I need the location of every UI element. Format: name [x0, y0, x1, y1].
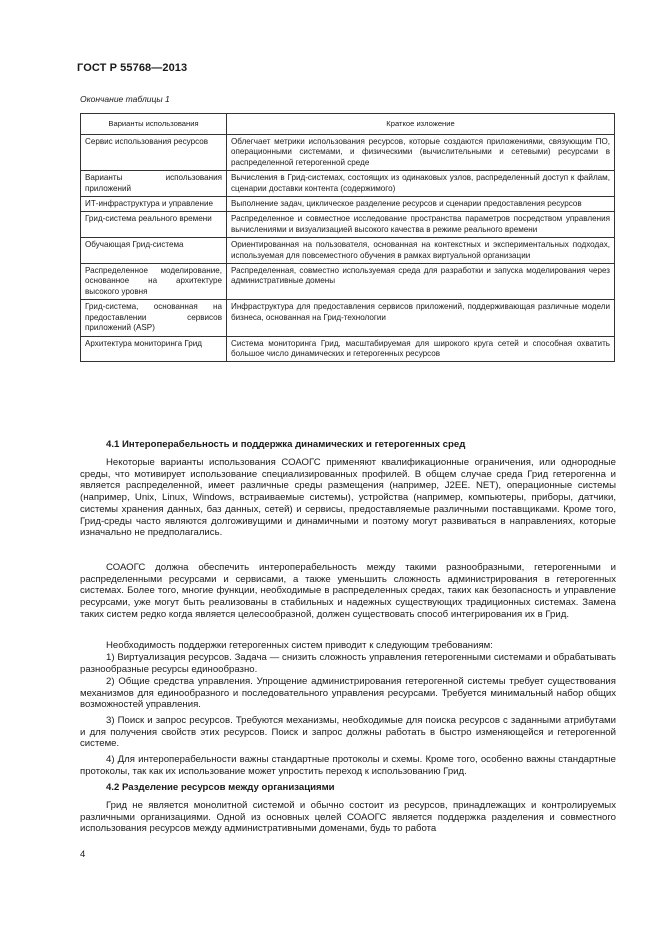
list-item: 1) Виртуализация ресурсов. Задача — снизить сложность управления гетерогенными системами и обрабатывать разнообразные ресурсы единообразно. [80, 652, 616, 675]
use-case-cell: Архитектура мониторинга Грид [81, 336, 227, 362]
table-row [81, 300, 615, 336]
use-case-cell: Сервис использования ресурсов [81, 135, 227, 171]
summary-cell: Распределенное и совместное исследование пространства параметров посредством управления вычислениями и визуализацией высокого качества в режиме реального времени [227, 212, 615, 238]
list-item: 3) Поиск и запрос ресурсов. Требуются механизмы, необходимые для поиска ресурсов с заданными атрибутами и для получения свойств этих ресурсов. Поиск и запрос должны работать в быстро изменяющейся и гетерогенной системе. [80, 715, 616, 750]
table-row [81, 197, 615, 212]
use-case-cell: Грид-система реального времени [81, 212, 227, 238]
list-item: 4) Для интероперабельности важны стандартные протоколы и схемы. Кроме того, особенно важны стандартные протоколы, так как их использование может упростить переход к использованию Грид. [80, 754, 616, 777]
page-number: 4 [80, 849, 86, 860]
use-case-cell: Обучающая Грид-система [81, 238, 227, 264]
use-case-cell: Грид-система, основанная на предоставлении сервисов приложений (ASP) [81, 300, 227, 336]
document-code: ГОСТ Р 55768—2013 [77, 62, 188, 74]
column-header: Варианты использования [81, 114, 227, 135]
table-row [81, 336, 615, 362]
use-case-cell: Варианты использования приложений [81, 171, 227, 197]
summary-cell: Инфраструктура для предоставления сервисов приложений, поддерживающая различные модели бизнеса, основанная на Грид-технологии [227, 300, 615, 336]
table-row [81, 212, 615, 238]
section-heading-4-2: 4.2 Разделение ресурсов между организациями [106, 782, 335, 793]
table-row [81, 238, 615, 264]
paragraph: Некоторые варианты использования СОАОГС применяют квалификационные ограничения, или однородные среды, что мотивирует использование специализированных профилей. В общем случае среда Грид гетерогенна и является распределенной, имеет различные среды размещения (например, J2EE. NET), операционные системы (например, Unix, Linux, Windows, встраиваемые системы), устройства (например, компьютеры, приборы, датчики, системы хранения данных, баз данных, сетей) и сервисы, предоставляемые различными поставщиками. Кроме того, Грид-среды часто являются долгоживущими и динамичными и поэтому могут развиваться в направлениях, которые изначально не предполагались. [80, 457, 616, 539]
use-case-cell: Распределенное моделирование, основанное на архитектуре высокого уровня [81, 264, 227, 300]
table-caption: Окончание таблицы 1 [80, 94, 170, 104]
section-heading-4-1: 4.1 Интероперабельность и поддержка динамических и гетерогенных сред [106, 439, 466, 450]
use-case-cell: ИТ-инфраструктура и управление [81, 197, 227, 212]
summary-cell: Вычисления в Грид-системах, состоящих из одинаковых узлов, распределенный доступ к файлам, сценарии доставки контента (содержимого) [227, 171, 615, 197]
paragraph: Грид не является монолитной системой и обычно состоит из ресурсов, принадлежащих и контролируемых различными организациями. Одной из основных целей СОАОГС является поддержка разделения и совместного использования ресурсов между административными доменами, будь то работа [80, 800, 616, 835]
table-row [81, 264, 615, 300]
column-header: Краткое изложение [227, 114, 615, 135]
summary-cell: Облегчает метрики использования ресурсов, которые создаются приложениями, связующим ПО, операционными системами, и физическими (вычислительными и сетевыми) ресурсами в распределенной гетерогенной среде [227, 135, 615, 171]
summary-cell: Распределенная, совместно используемая среда для разработки и запуска моделирования через административные домены [227, 264, 615, 300]
table-row [81, 171, 615, 197]
summary-cell: Выполнение задач, циклическое разделение ресурсов и сценарии предоставления ресурсов [227, 197, 615, 212]
paragraph: СОАОГС должна обеспечить интероперабельность между такими разнообразными, гетерогенными и распределенными ресурсами и сервисами, а также уменьшить сложность администрирования в гетерогенных системах. Более того, многие функции, необходимые в распределенных средах, таких как безопасность и управление ресурсами, уже могут быть реализованы в стабильных и надежных существующих традиционных системах. Замена таких систем редко когда является целесообразной, должен существовать способ интегрирования их в Грид. [80, 562, 616, 620]
summary-cell: Система мониторинга Грид, масштабируемая для широкого круга сетей и способная охватить большое число динамических и гетерогенных ресурсов [227, 336, 615, 362]
table-row [81, 135, 615, 171]
summary-cell: Ориентированная на пользователя, основанная на контекстных и экспериментальных подходах, используемая для повсеместного обучения в рамках виртуальной организации [227, 238, 615, 264]
table-header-row [81, 114, 615, 135]
list-item: 2) Общие средства управления. Упрощение администрирования гетерогенной системы требует существования механизмов для единообразного и последовательного управления ресурсами. Требуется минимальный набор общих возможностей управления. [80, 676, 616, 711]
use-cases-table [80, 113, 615, 362]
paragraph: Необходимость поддержки гетерогенных систем приводит к следующим требованиям: [106, 640, 493, 651]
